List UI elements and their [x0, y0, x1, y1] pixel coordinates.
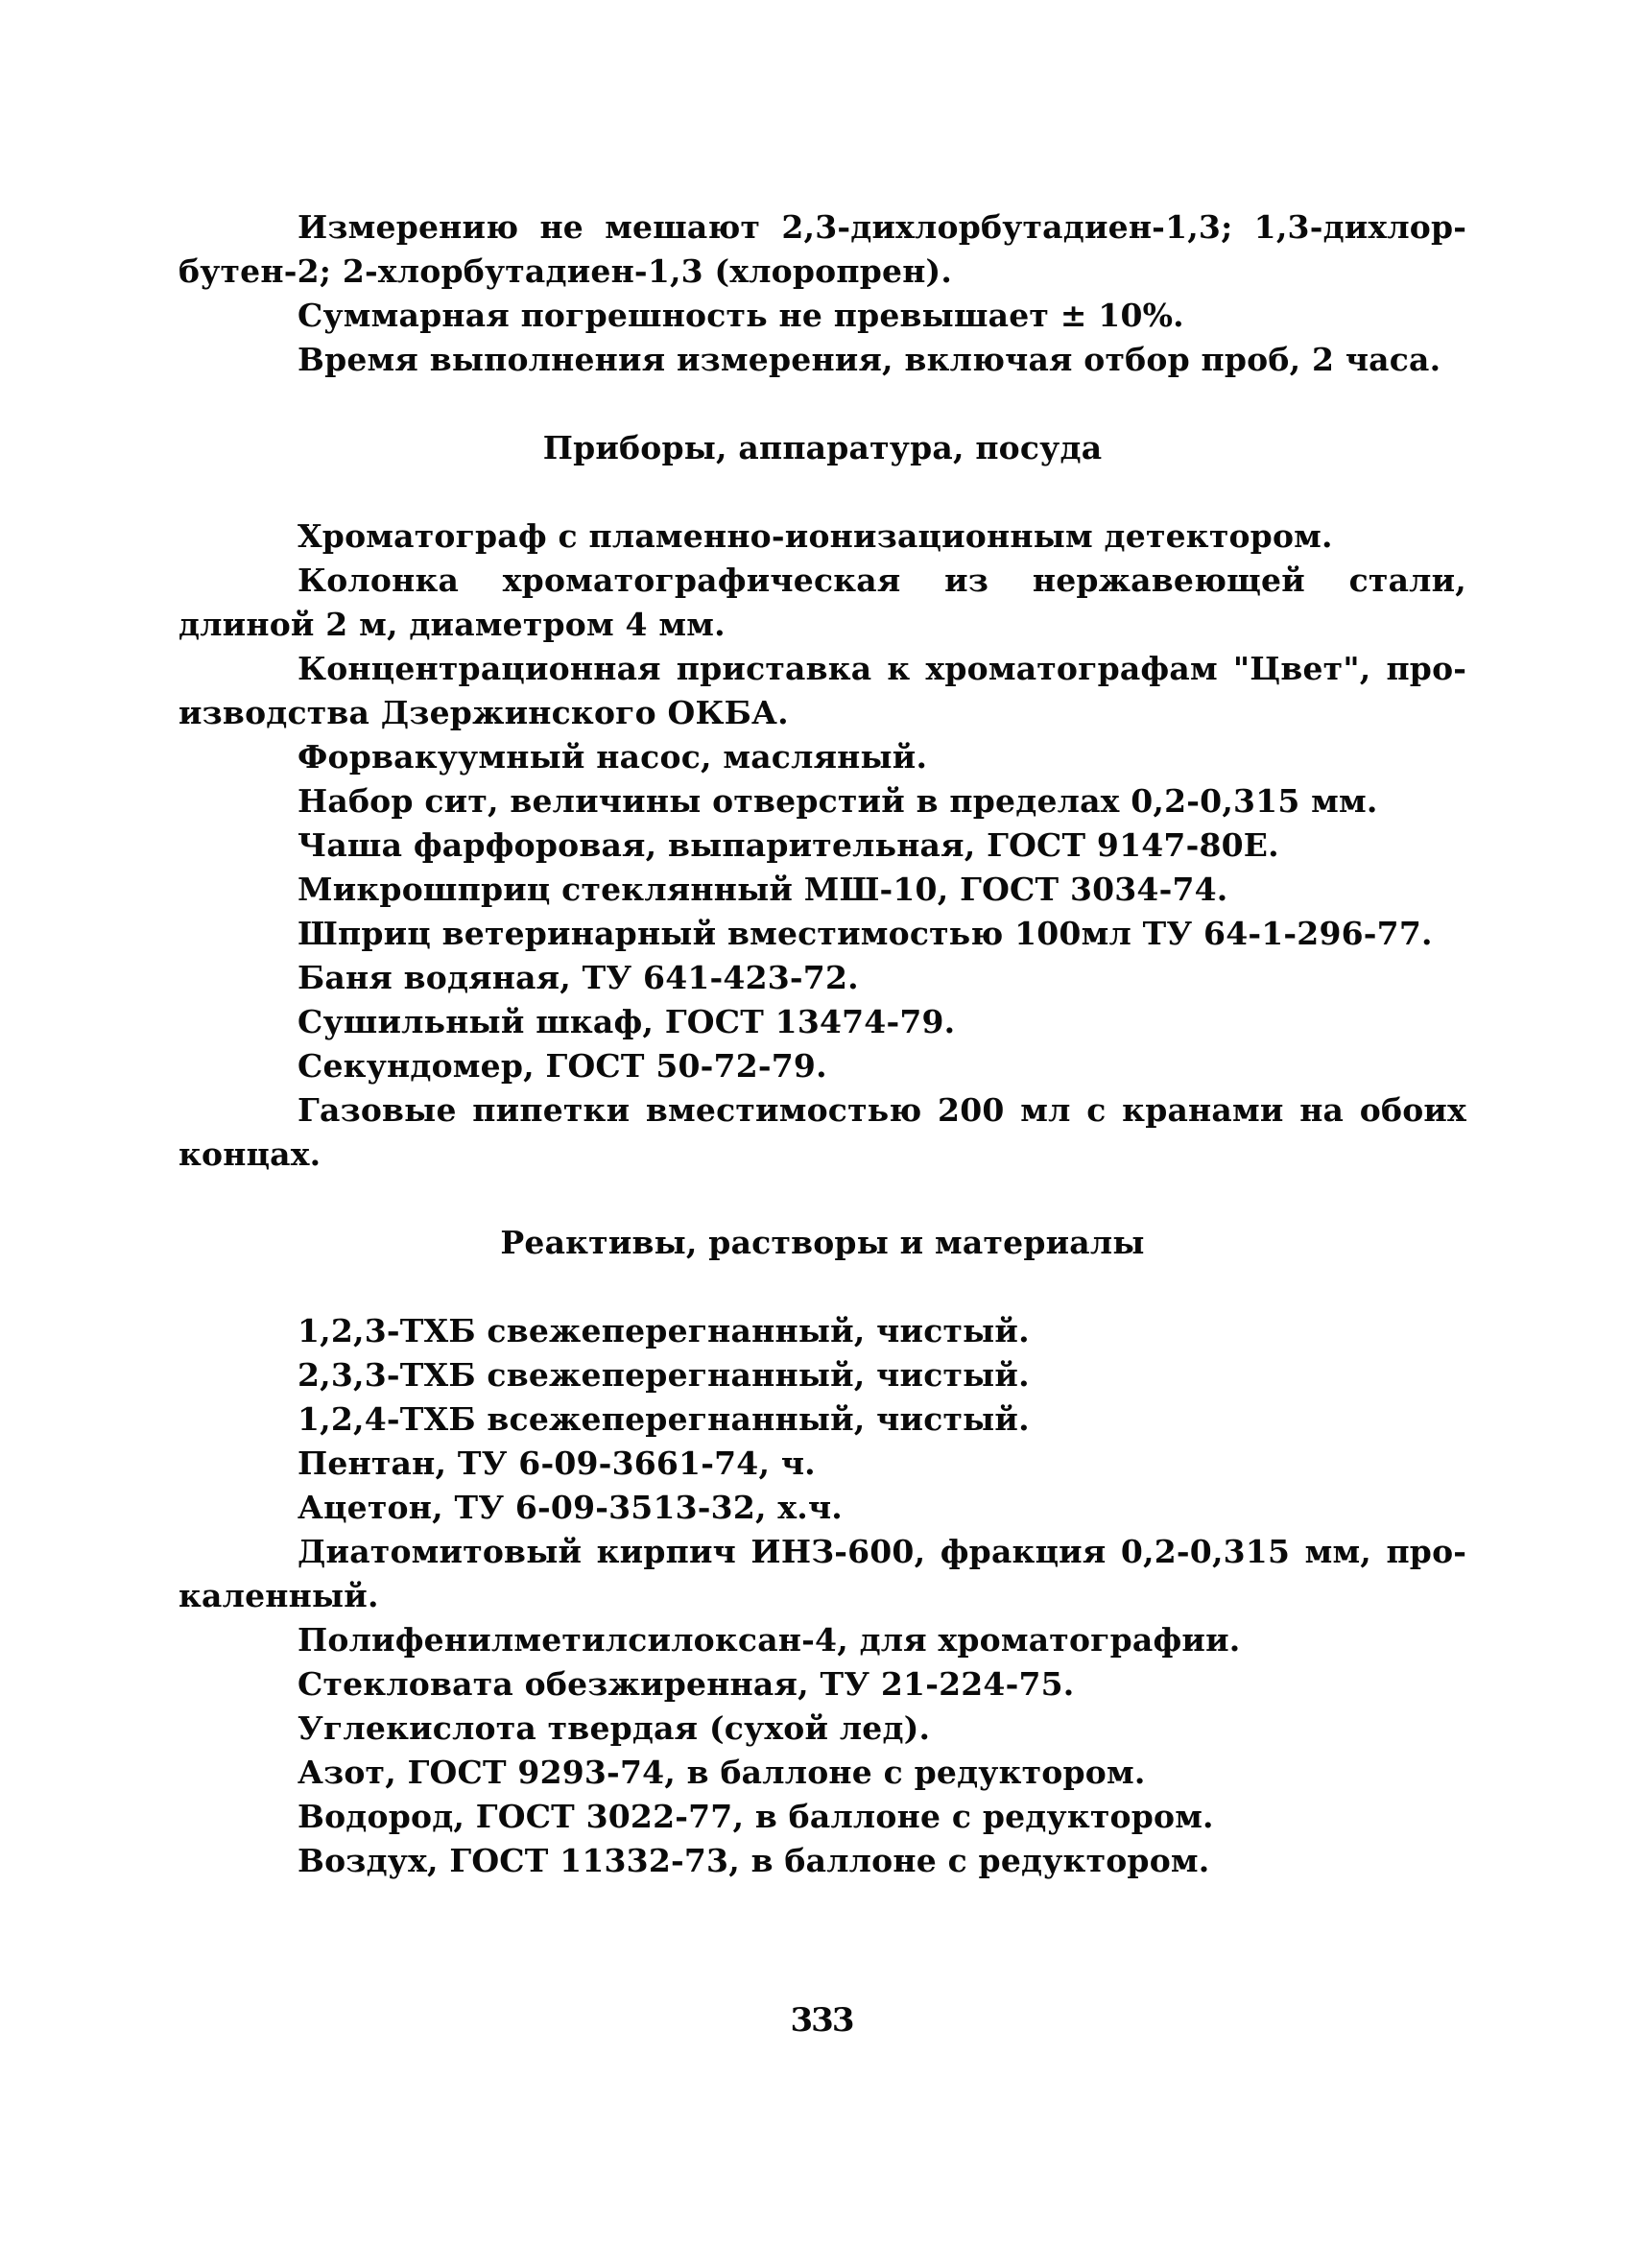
page-number: 333	[790, 2001, 853, 2040]
equipment-item: Колонка хроматографическая из нержавеющей стали, длиной 2 м, диаметром 4 мм.	[179, 561, 1466, 643]
equipment-item: Чаша фарфоровая, выпарительная, ГОСТ 9147-80Е.	[298, 826, 1279, 864]
section-heading-reagents: Реактивы, растворы и материалы	[500, 1224, 1145, 1261]
intro-paragraph: Суммарная погрешность не превышает ± 10%.	[298, 297, 1184, 334]
reagent-item: 1,2,3-ТХБ свежеперегнанный, чистый.	[298, 1312, 1030, 1349]
reagent-item: Воздух, ГОСТ 11332-73, в баллоне с редуктором.	[298, 1842, 1210, 1879]
reagent-item: Ацетон, ТУ 6-09-3513-32, х.ч.	[298, 1489, 843, 1526]
equipment-item: Концентрационная приставка к хроматографам "Цвет", производства Дзержинского ОКБА.	[179, 650, 1466, 731]
reagent-item: Диатомитовый кирпич ИНЗ-600, фракция 0,2-0,315 мм, прокаленный.	[179, 1533, 1466, 1614]
intro-paragraph: Измерению не мешают 2,3-дихлорбутадиен-1,3; 1,3-дихлорбутен-2; 2-хлорбутадиен-1,3 (хлоропрен).	[179, 208, 1466, 290]
reagent-item: Азот, ГОСТ 9293-74, в баллоне с редуктором.	[298, 1754, 1146, 1791]
equipment-item: Сушильный шкаф, ГОСТ 13474-79.	[298, 1003, 956, 1040]
equipment-item: Баня водяная, ТУ 641-423-72.	[298, 959, 859, 996]
equipment-item: Форвакуумный насос, масляный.	[298, 738, 928, 776]
reagent-item: Водород, ГОСТ 3022-77, в баллоне с редуктором.	[298, 1798, 1214, 1835]
equipment-item: Набор сит, величины отверстий в пределах 0,2-0,315 мм.	[298, 782, 1378, 820]
page-text	[179, 205, 1466, 1883]
equipment-item: Микрошприц стеклянный МШ-10, ГОСТ 3034-74.	[298, 871, 1228, 908]
equipment-item: Секундомер, ГОСТ 50-72-79.	[298, 1047, 827, 1085]
reagent-item: Углекислота твердая (сухой лед).	[298, 1709, 931, 1747]
section-heading-equipment: Приборы, аппаратура, посуда	[542, 429, 1103, 466]
reagent-item: 2,3,3-ТХБ свежеперегнанный, чистый.	[298, 1356, 1030, 1394]
equipment-item: Хроматограф с пламенно-ионизационным детектором.	[298, 517, 1333, 555]
reagent-item: Полифенилметилсилоксан-4, для хроматографии.	[298, 1621, 1241, 1659]
reagent-item: 1,2,4-ТХБ всежеперегнанный, чистый.	[298, 1400, 1030, 1438]
reagent-item: Пентан, ТУ 6-09-3661-74, ч.	[298, 1444, 816, 1482]
equipment-item: Газовые пипетки вместимостью 200 мл с кранами на обоих концах.	[179, 1091, 1466, 1173]
reagent-item: Стекловата обезжиренная, ТУ 21-224-75.	[298, 1665, 1075, 1703]
equipment-item: Шприц ветеринарный вместимостью 100мл ТУ 64-1-296-77.	[298, 915, 1433, 952]
intro-paragraph: Время выполнения измерения, включая отбор проб, 2 часа.	[298, 341, 1441, 378]
